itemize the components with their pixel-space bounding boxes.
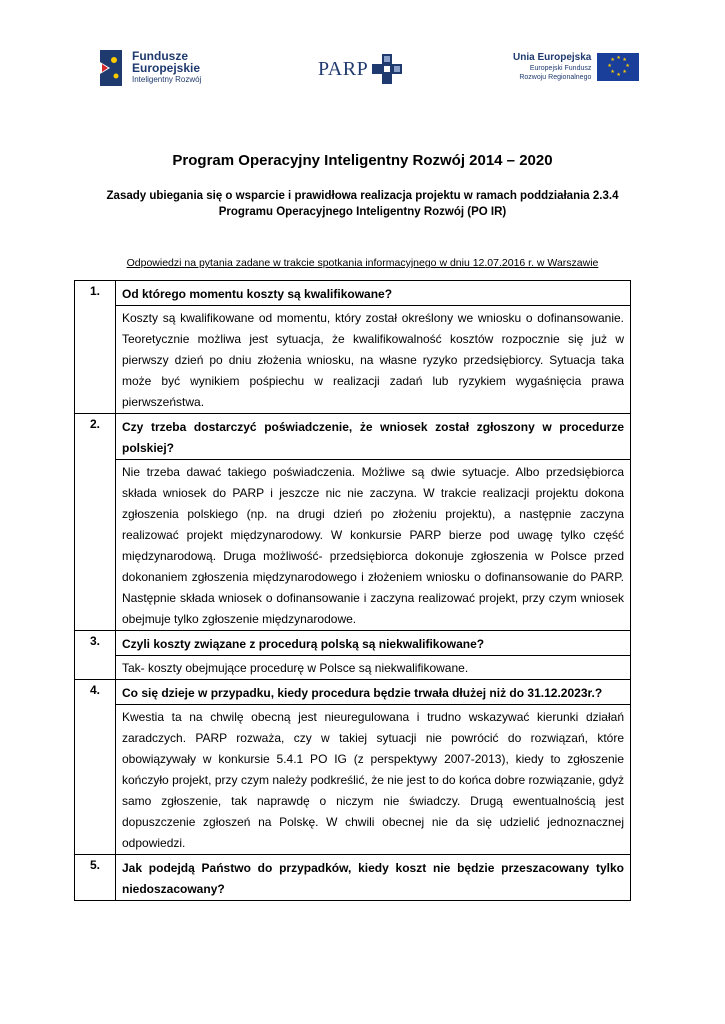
question-row: [75, 631, 631, 656]
parp-logo: [318, 54, 402, 84]
question-text: Co się dzieje w przypadku, kiedy procedura będzie trwała dłużej niż do 31.12.2023r.?: [116, 680, 631, 705]
parp-logo-text: PARP: [318, 57, 369, 80]
fe-logo-line2: Europejskie: [132, 61, 201, 75]
question-row: [75, 855, 631, 901]
question-number: 1.: [75, 281, 116, 414]
fe-logo-line3: Inteligentny Rozwój: [132, 75, 202, 84]
question-text: Jak podejdą Państwo do przypadków, kiedy koszt nie będzie przeszacowany tylko niedoszacowany?: [116, 855, 631, 901]
answer-text: Tak- koszty obejmujące procedurę w Polsce są niekwalifikowane.: [116, 656, 631, 680]
answer-row: [75, 460, 631, 631]
eu-logo-line3: Rozwoju Regionalnego: [519, 74, 592, 81]
question-text: Czyli koszty związane z procedurą polską są niekwalifikowane?: [116, 631, 631, 656]
fe-logo-line1: Fundusze: [132, 49, 188, 63]
qa-table: [74, 280, 631, 901]
page-subtitle: [80, 188, 645, 220]
answer-text: Koszty są kwalifikowane od momentu, który został określony we wniosku o dofinansowanie. Teoretycznie możliwa jest sytuacja, że kwalifikowalność kosztów rozpocznie się już w pierwszy dzień po dniu złożenia wniosku, na własne ryzyko przedsiębiorcy. Sytuacja taka może być wynikiem pośpiechu w realizacji zadań lub ryzykiem wygaśnięcia prawa pierwszeństwa.: [116, 306, 631, 414]
question-number: 5.: [75, 855, 116, 901]
page-title: Program Operacyjny Inteligentny Rozwój 2014 – 2020: [172, 152, 553, 169]
question-number: 4.: [75, 680, 116, 855]
answers-note: Odpowiedzi na pytania zadane w trakcie spotkania informacyjnego w dniu 12.07.2016 r. w Warszawie: [126, 257, 599, 269]
answer-row: [75, 705, 631, 855]
question-text: Od którego momentu koszty są kwalifikowane?: [116, 281, 631, 306]
question-row: [75, 414, 631, 460]
subtitle-line1: Zasady ubiegania się o wsparcie i prawidłowa realizacja projektu w ramach poddziałania 2.3.4: [106, 190, 619, 202]
question-text: Czy trzeba dostarczyć poświadczenie, że wniosek został zgłoszony w procedurze polskiej?: [116, 414, 631, 460]
question-row: [75, 680, 631, 705]
answer-text: Kwestia ta na chwilę obecną jest nieuregulowana i trudno wskazywać kierunki działań zaradczych. PARP rozważa, czy w takiej sytuacji nie powrócić do rozwiązań, które obowiązywały w konkursie 5.4.1 PO IG (z perspektywy 2007-2013), kiedy to zgłoszenie kończyło projekt, przy czym należy podkreślić, że nie jest to do końca dobre rozwiązanie, gdyż samo zgłoszenie, tak naprawdę o niczym nie świadczy. Drugą ewentualnością jest dopuszczenie zgłoszeń na Polskę. W chwili obecnej nie da się udzielić jednoznacznej odpowiedzi.: [116, 705, 631, 855]
fundusze-europejskie-logo: [96, 46, 201, 90]
fe-emblem-icon: [96, 48, 126, 88]
eu-logo: [513, 52, 639, 82]
eu-logo-line2: Europejski Fundusz: [529, 65, 592, 72]
question-number: 2.: [75, 414, 116, 631]
answer-row: [75, 656, 631, 680]
answer-row: [75, 306, 631, 414]
answer-text: Nie trzeba dawać takiego poświadczenia. Możliwe są dwie sytuacje. Albo przedsiębiorca składa wniosek do PARP i jeszcze nic nie zaczyna. W trakcie realizacji projektu dokona zgłoszenia polskiego (np. na drugi dzień po złożeniu projektu), a następnie zaczyna realizować projekt międzynarodowy. W konkursie PARP bierze pod uwagę tylko część międzynarodową. Druga możliwość- przedsiębiorca dokonuje zgłoszenia w Polsce przed dokonaniem zgłoszenia międzynarodowego i złożeniem wniosku o dofinansowanie do PARP. Następnie składa wniosek o dofinansowanie i zaczyna realizować projekt, przy czym wniosek obejmuje tylko zgłoszenie międzynarodowe.: [116, 460, 631, 631]
question-number: 3.: [75, 631, 116, 680]
eu-logo-line1: Unia Europejska: [513, 52, 592, 63]
eu-flag-icon: ★ ★ ★ ★ ★ ★ ★ ★: [597, 53, 639, 81]
parp-emblem-icon: [372, 54, 402, 84]
question-row: [75, 281, 631, 306]
logo-bar: [0, 40, 725, 100]
subtitle-line2: Programu Operacyjnego Inteligentny Rozwój (PO IR): [218, 206, 507, 218]
